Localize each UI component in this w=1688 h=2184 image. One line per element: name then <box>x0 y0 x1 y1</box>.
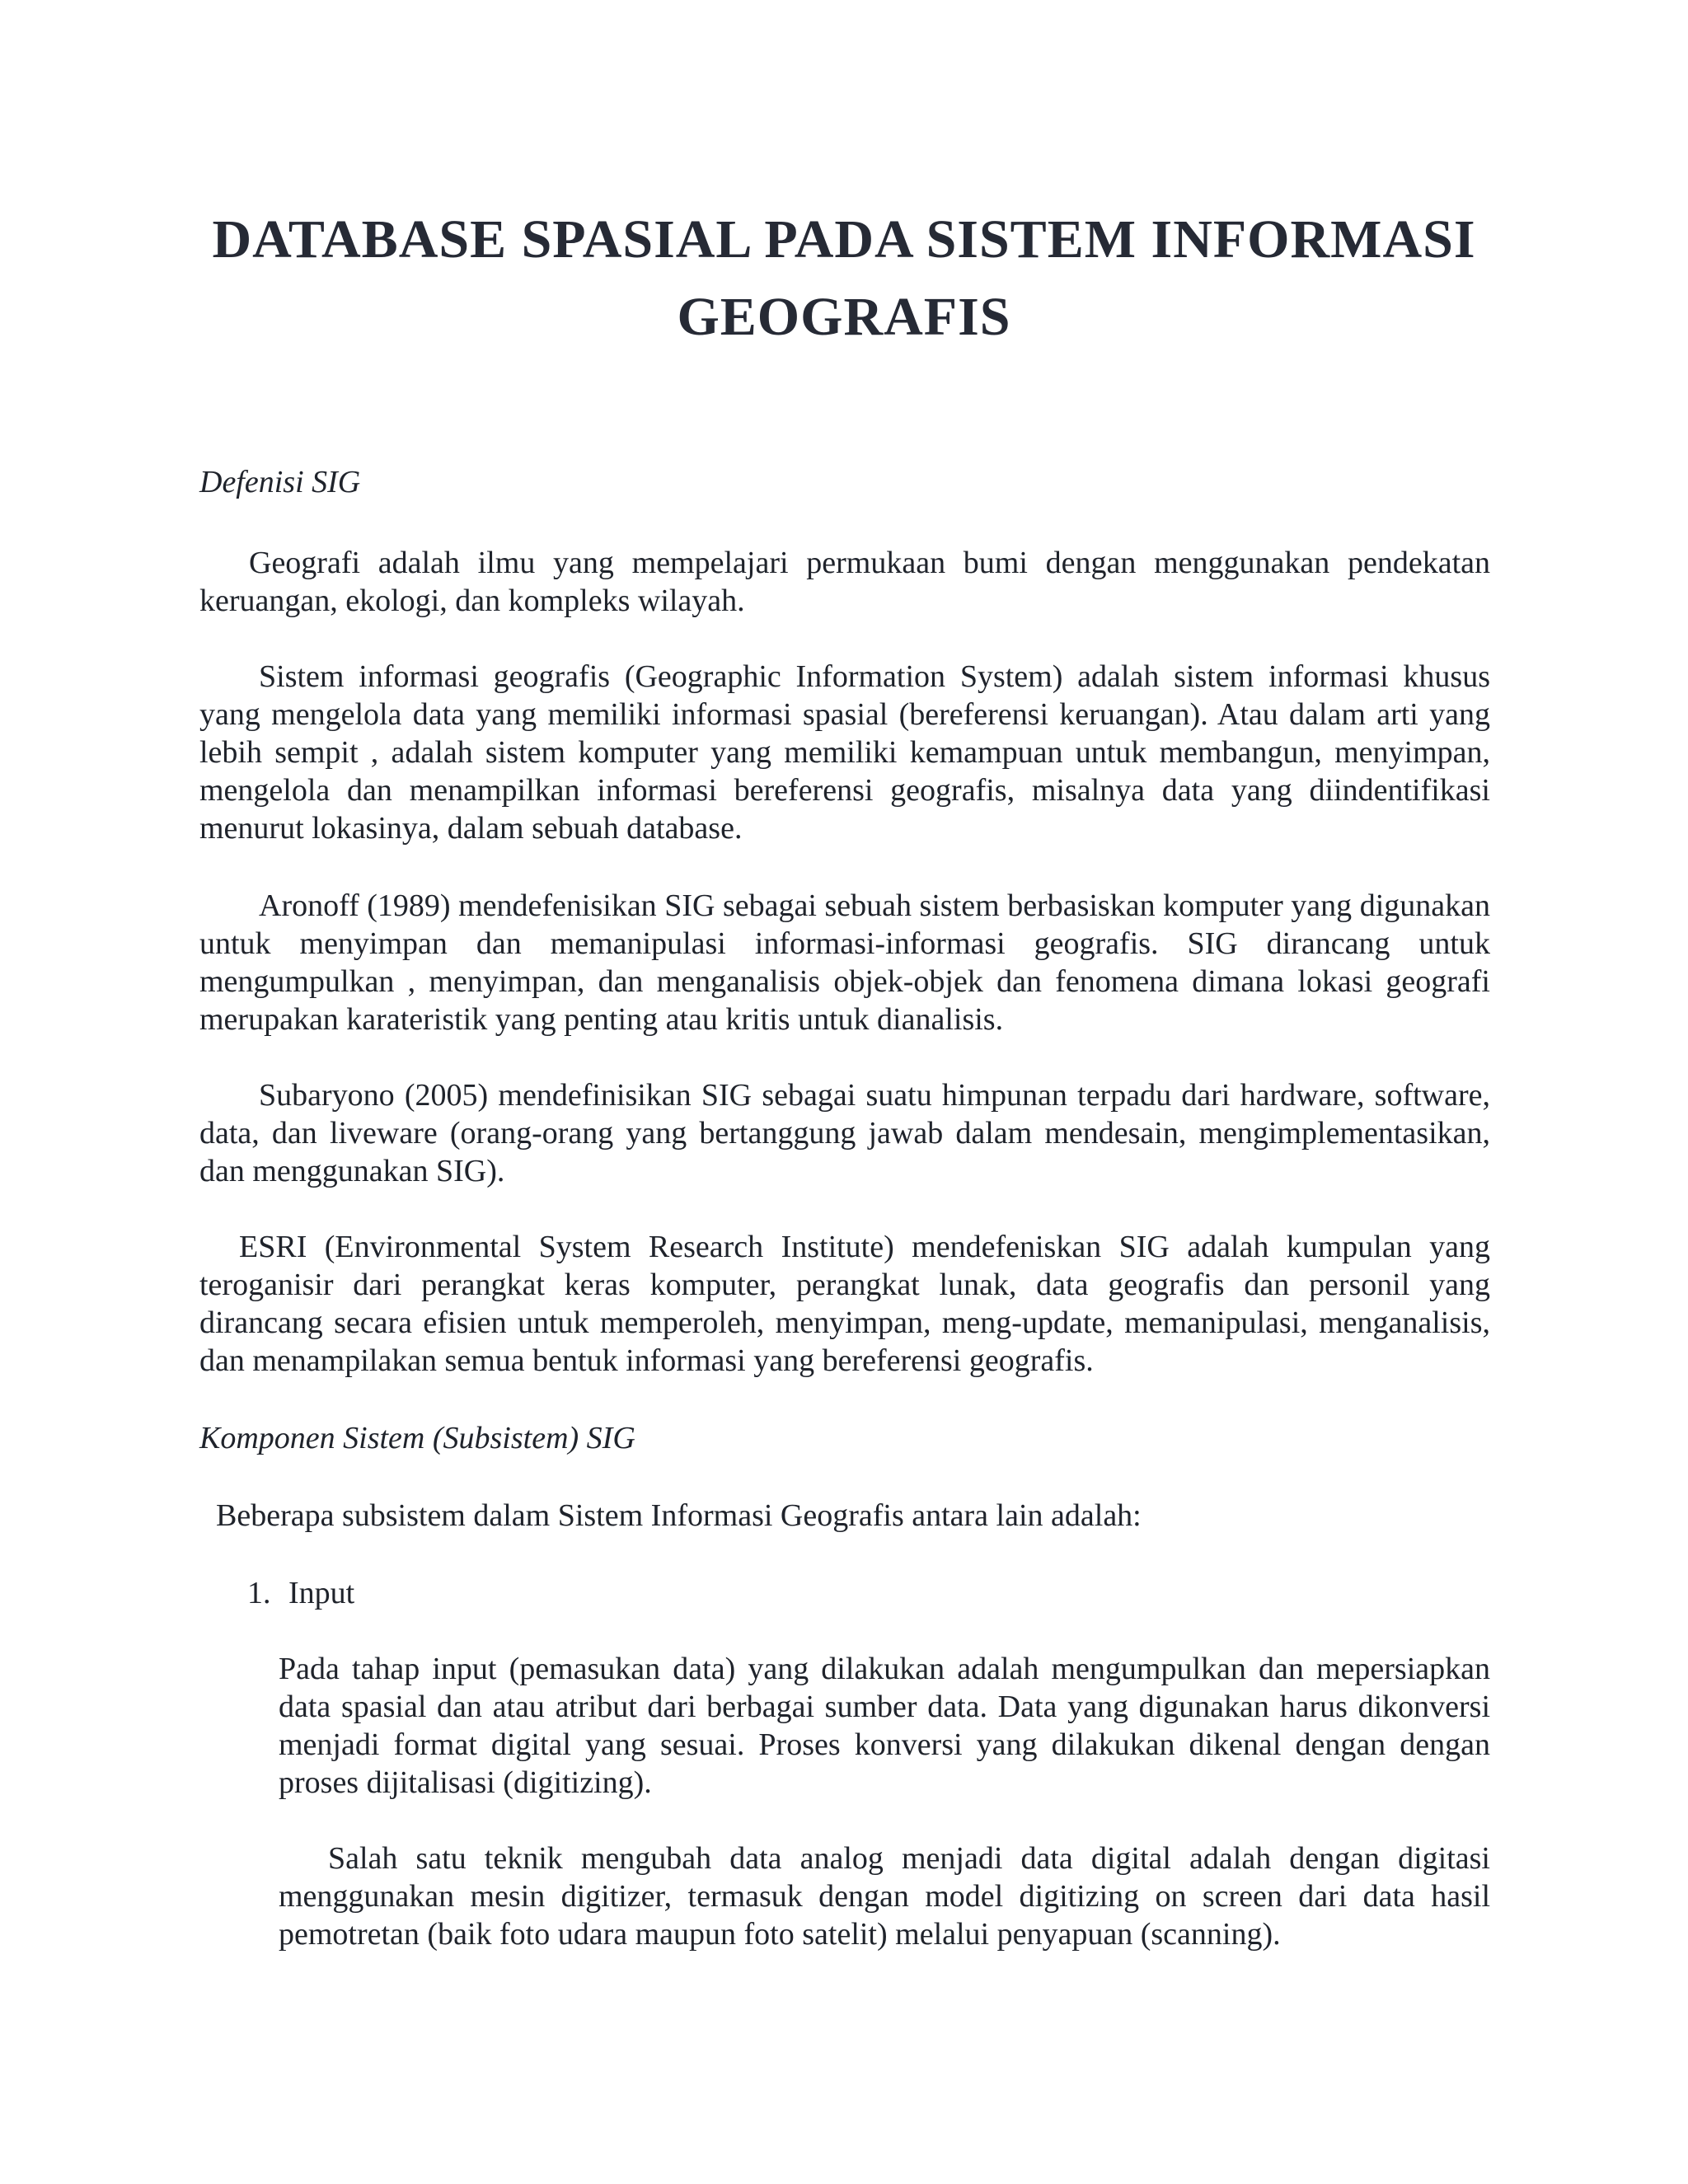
title-line-2: GEOGRAFIS <box>677 287 1011 347</box>
paragraph-esri: ESRI (Environmental System Research Institute) mendefeniskan SIG adalah kumpulan yang teroganisir dari perangkat keras komputer, perangkat lunak, data geografis dan personil yang dirancang secara efisien untuk memperoleh, menyimpan, meng-update, memanipulasi, menganalisis, dan menampilakan semua bentuk informasi yang bereferensi geografis. <box>199 1230 1490 1378</box>
page-title <box>198 201 1490 356</box>
paragraph-subaryono: Subaryono (2005) mendefinisikan SIG sebagai suatu himpunan terpadu dari hardware, software, data, dan liveware (orang-orang yang bertanggung jawab dalam mendesain, mengimplementasikan, dan menggunakan SIG). <box>199 1078 1490 1188</box>
paragraph-sig-definition: Sistem informasi geografis (Geographic Information System) adalah sistem informasi khusus yang mengelola data yang memiliki informasi spasial (bereferensi keruangan). Atau dalam arti yang lebih sempit , adalah sistem komputer yang memiliki kemampuan untuk membangun, menyimpan, mengelola dan menampilkan informasi bereferensi geografis, misalnya data yang diindentifikasi menurut lokasinya, dalam sebuah database. <box>199 659 1490 846</box>
list-item-input <box>247 1574 354 1612</box>
section-heading-definition: Defenisi SIG <box>199 465 361 499</box>
paragraph-geografi: Geografi adalah ilmu yang mempelajari permukaan bumi dengan menggunakan pendekatan keruangan, ekologi, dan kompleks wilayah. <box>199 546 1490 618</box>
title-line-1: DATABASE SPASIAL PADA SISTEM INFORMASI <box>212 209 1476 269</box>
paragraph-digitizing: Salah satu teknik mengubah data analog menjadi data digital adalah dengan digitasi menggunakan mesin digitizer, termasuk dengan model digitizing on screen dari data hasil pemotretan (baik foto udara maupun foto satelit) melalui penyapuan (scanning). <box>279 1841 1490 1952</box>
list-label: Input <box>288 1576 355 1610</box>
section-heading-components: Komponen Sistem (Subsistem) SIG <box>199 1421 635 1455</box>
paragraph-input-description: Pada tahap input (pemasukan data) yang dilakukan adalah mengumpulkan dan mepersiapkan data spasial dan atau atribut dari berbagai sumber data. Data yang digunakan harus dikonversi menjadi format digital yang sesuai. Proses konversi yang dilakukan dikenal dengan dengan proses dijitalisasi (digitizing). <box>279 1652 1490 1800</box>
paragraph-subsystems-intro: Beberapa subsistem dalam Sistem Informasi Geografis antara lain adalah: <box>216 1498 1142 1533</box>
paragraph-aronoff: Aronoff (1989) mendefenisikan SIG sebagai sebuah sistem berbasiskan komputer yang digunakan untuk menyimpan dan memanipulasi informasi-informasi geografis. SIG dirancang untuk mengumpulkan , menyimpan, dan menganalisis objek-objek dan fenomena dimana lokasi geografi merupakan karateristik yang penting atau kritis untuk dianalisis. <box>199 888 1490 1037</box>
list-number: 1. <box>247 1576 271 1610</box>
